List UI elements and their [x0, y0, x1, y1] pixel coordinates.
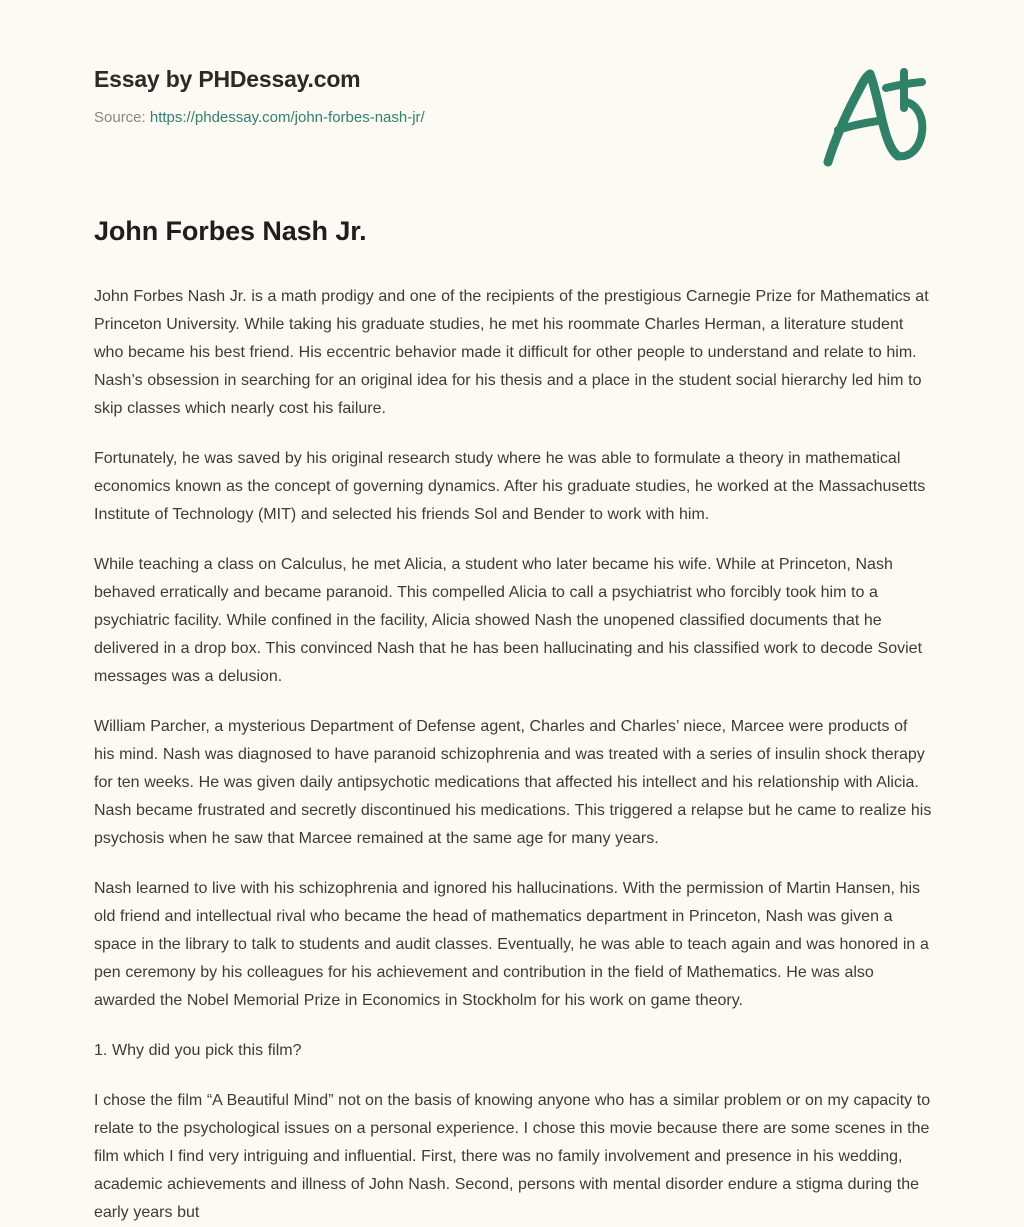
a-plus-logo-icon	[816, 66, 932, 170]
article	[94, 215, 932, 1227]
paragraph-1: John Forbes Nash Jr. is a math prodigy and one of the recipients of the prestigious Carnegie Prize for Mathematics at Princeton University. While taking his graduate studies, he met his roommate Charles Herman, a literature student who became his best friend. His eccentric behavior made it difficult for other people to understand and relate to him. Nash’s obsession in searching for an original idea for his thesis and a place in the student social hierarchy led him to skip classes which nearly cost his failure.	[94, 287, 929, 417]
question-1: 1. Why did you pick this film?	[94, 1041, 302, 1059]
paragraph-5: Nash learned to live with his schizophrenia and ignored his hallucinations. With the permission of Martin Hansen, his old friend and intellectual rival who became the head of mathematics department in Princeton, Nash was given a space in the library to talk to students and audit classes. Eventually, he was able to teach again and was honored in a pen ceremony by his colleagues for his achievement and contribution in the field of Mathematics. He was also awarded the Nobel Memorial Prize in Economics in Stockholm for his work on game theory.	[94, 879, 929, 1009]
source-label: Source:	[94, 108, 146, 126]
brand-block	[94, 66, 425, 127]
brand-title: Essay by PHDessay.com	[94, 66, 361, 92]
page-title: John Forbes Nash Jr.	[94, 216, 367, 246]
source-line	[94, 108, 425, 128]
a-plus-logo	[816, 66, 932, 170]
document-header	[0, 0, 1024, 190]
paragraph-3: While teaching a class on Calculus, he met Alicia, a student who later became his wife. While at Princeton, Nash behaved erratically and became paranoid. This compelled Alicia to call a psychiatrist who forcibly took him to a psychiatric facility. While confined in the facility, Alicia showed Nash the unopened classified documents that he delivered in a drop box. This convinced Nash that he has been hallucinating and his classified work to decode Soviet messages was a delusion.	[94, 555, 923, 685]
source-url-link[interactable]: https://phdessay.com/john-forbes-nash-jr/	[149, 108, 425, 126]
paragraph-2: Fortunately, he was saved by his original research study where he was able to formulate a theory in mathematical economics known as the concept of governing dynamics. After his graduate studies, he worked at the Massachusetts Institute of Technology (MIT) and selected his friends Sol and Bender to work with him.	[94, 449, 926, 523]
article-body	[94, 283, 932, 1227]
paragraph-6: I chose the film “A Beautiful Mind” not on the basis of knowing anyone who has a similar problem or on my capacity to relate to the psychological issues on a personal experience. I chose this movie because there are some scenes in the film which I find very intriguing and influential. First, there was no family involvement and presence in his wedding, academic achievements and illness of John Nash. Second, persons with mental disorder endure a stigma during the early years but	[94, 1091, 931, 1221]
paragraph-4: William Parcher, a mysterious Department of Defense agent, Charles and Charles’ niece, Marcee were products of his mind. Nash was diagnosed to have paranoid schizophrenia and was treated with a series of insulin shock therapy for ten weeks. He was given daily antipsychotic medications that affected his intellect and his relationship with Alicia. Nash became frustrated and secretly discontinued his medications. This triggered a relapse but he came to realize his psychosis when he saw that Marcee remained at the same age for many years.	[94, 717, 932, 847]
